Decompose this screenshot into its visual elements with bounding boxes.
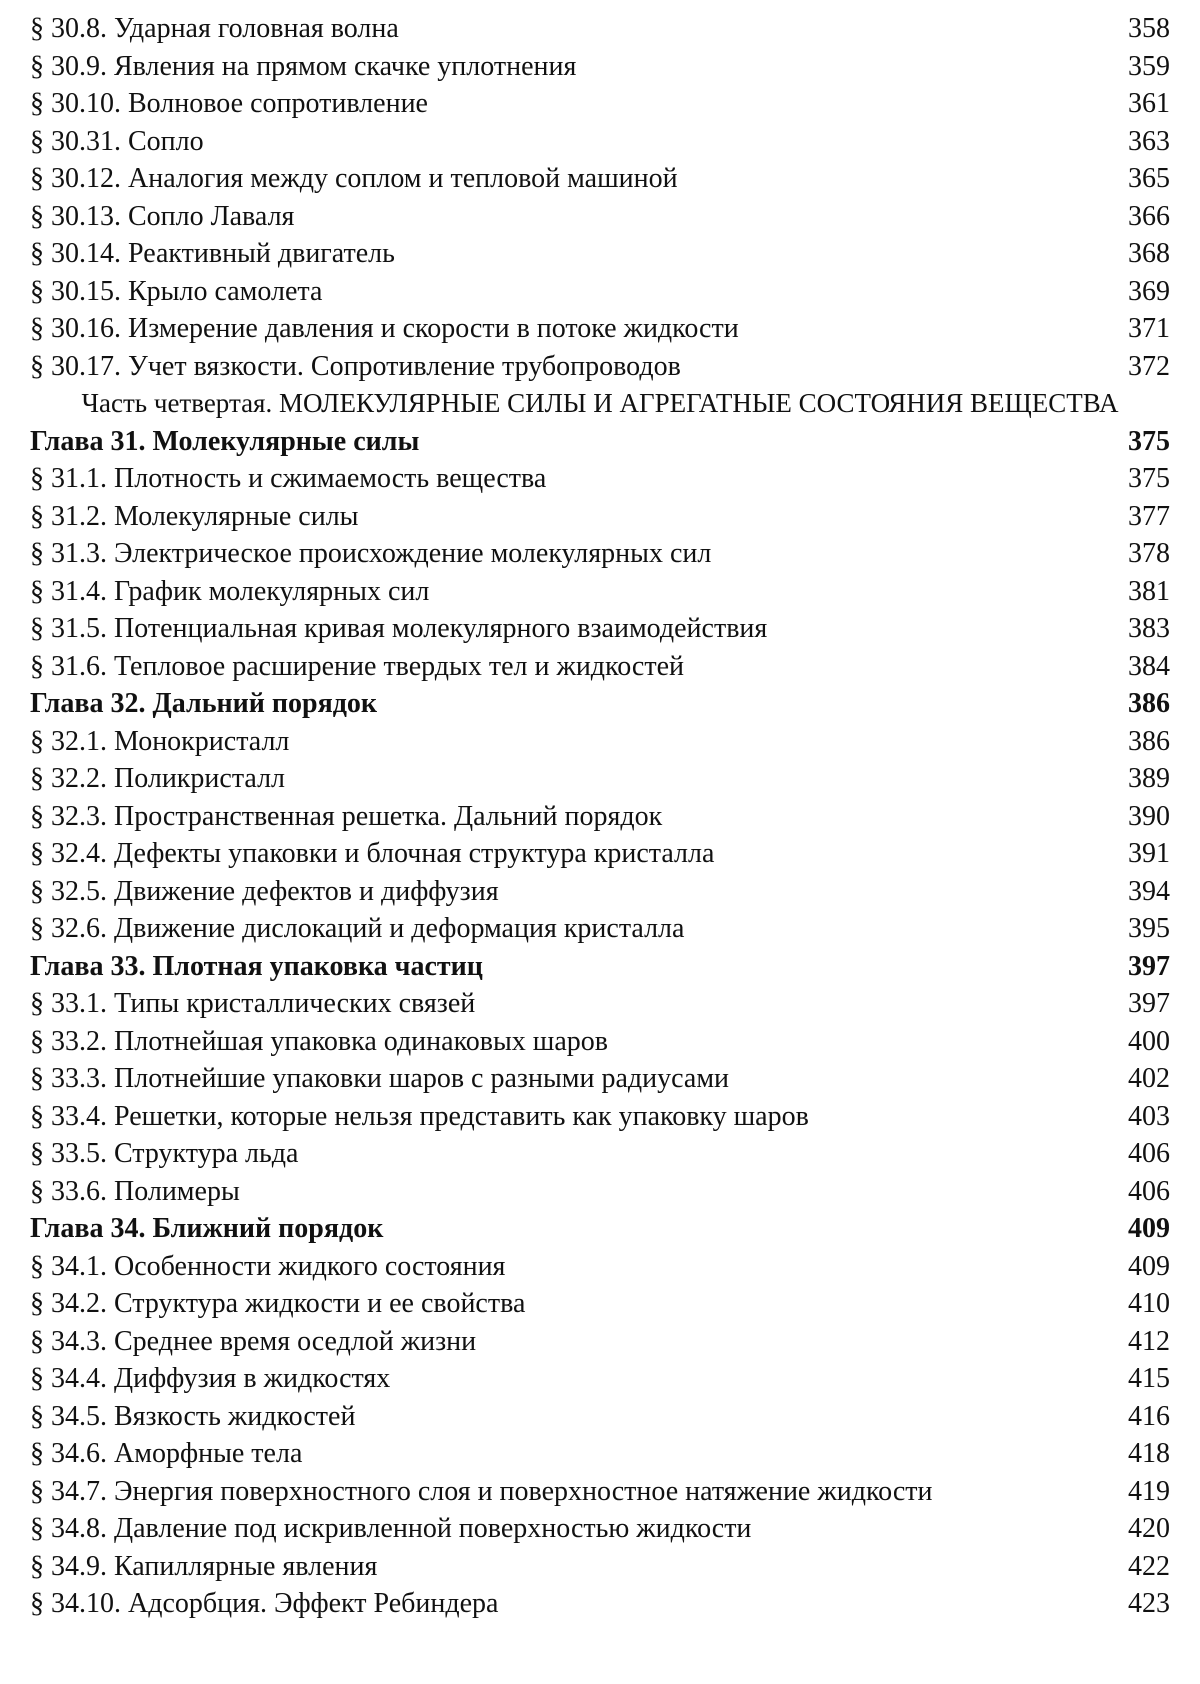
section-title: § 31.4. График молекулярных сил bbox=[30, 575, 430, 607]
page-number: 418 bbox=[1128, 1438, 1170, 1469]
page-number: 384 bbox=[1128, 650, 1170, 682]
toc-section-row bbox=[30, 1510, 1170, 1548]
page-number: 386 bbox=[1128, 725, 1170, 757]
section-title: § 32.5. Движение дефектов и диффузия bbox=[30, 875, 499, 907]
section-title: § 30.16. Измерение давления и скорости в потоке жидкости bbox=[30, 313, 739, 344]
section-title: § 34.9. Капиллярные явления bbox=[30, 1550, 378, 1582]
section-title: § 32.3. Пространственная решетка. Дальний порядок bbox=[30, 800, 663, 832]
page-number: 420 bbox=[1128, 1513, 1170, 1544]
page-number: 416 bbox=[1128, 1400, 1170, 1432]
section-title: § 31.5. Потенциальная кривая молекулярного взаимодействия bbox=[30, 613, 768, 644]
toc-chapter-row bbox=[30, 423, 1170, 461]
page-number: 390 bbox=[1128, 800, 1170, 832]
section-title: § 32.4. Дефекты упаковки и блочная структура кристалла bbox=[30, 838, 715, 869]
toc-section-row bbox=[30, 835, 1170, 873]
section-title: § 30.14. Реактивный двигатель bbox=[30, 238, 395, 269]
toc-section-row bbox=[30, 160, 1170, 198]
page-number: 386 bbox=[1128, 688, 1170, 719]
page-number: 366 bbox=[1128, 200, 1170, 232]
section-title: § 30.10. Волновое сопротивление bbox=[30, 88, 428, 119]
toc-section-row bbox=[30, 1398, 1170, 1436]
section-title: § 30.12. Аналогия между соплом и тепловой машиной bbox=[30, 163, 678, 194]
toc-section-row bbox=[30, 1135, 1170, 1173]
section-title: § 34.5. Вязкость жидкостей bbox=[30, 1400, 356, 1432]
section-title: § 30.17. Учет вязкости. Сопротивление трубопроводов bbox=[30, 350, 681, 382]
section-title: § 34.2. Структура жидкости и ее свойства bbox=[30, 1288, 526, 1319]
section-title: § 34.3. Среднее время оседлой жизни bbox=[30, 1325, 477, 1357]
chapter-title: Глава 34. Ближний порядок bbox=[30, 1213, 384, 1244]
section-title: § 34.4. Диффузия в жидкостях bbox=[30, 1363, 391, 1394]
toc-section-row bbox=[30, 648, 1170, 686]
page-number: 406 bbox=[1128, 1175, 1170, 1207]
section-title: § 34.10. Адсорбция. Эффект Ребиндера bbox=[30, 1588, 499, 1619]
toc-section-row bbox=[30, 310, 1170, 348]
page-number: 406 bbox=[1128, 1138, 1170, 1169]
section-title: § 34.7. Энергия поверхностного слоя и поверхностное натяжение жидкости bbox=[30, 1475, 933, 1507]
page-number: 423 bbox=[1128, 1588, 1170, 1619]
toc-section-row bbox=[30, 610, 1170, 648]
page-number: 371 bbox=[1128, 313, 1170, 344]
section-title: § 30.15. Крыло самолета bbox=[30, 275, 323, 307]
page-number: 372 bbox=[1128, 350, 1170, 382]
toc-section-row bbox=[30, 235, 1170, 273]
toc-section-row bbox=[30, 573, 1170, 611]
page-number: 361 bbox=[1128, 88, 1170, 119]
section-title: § 30.13. Сопло Лаваля bbox=[30, 200, 295, 232]
section-title: § 34.1. Особенности жидкого состояния bbox=[30, 1250, 506, 1282]
toc-section-row bbox=[30, 535, 1170, 573]
page-number: 403 bbox=[1128, 1100, 1170, 1132]
toc-section-row bbox=[30, 798, 1170, 836]
section-title: § 33.3. Плотнейшие упаковки шаров с разными радиусами bbox=[30, 1063, 730, 1094]
page-number: 415 bbox=[1128, 1363, 1170, 1394]
section-title: § 33.6. Полимеры bbox=[30, 1175, 240, 1207]
toc-section-row bbox=[30, 760, 1170, 798]
toc-section-row bbox=[30, 1435, 1170, 1473]
page-number: 395 bbox=[1128, 913, 1170, 944]
chapter-title: Глава 32. Дальний порядок bbox=[30, 688, 378, 719]
page-number: 363 bbox=[1128, 125, 1170, 157]
toc-section-row bbox=[30, 198, 1170, 236]
table-of-contents bbox=[30, 10, 1170, 1623]
page-number: 378 bbox=[1128, 538, 1170, 569]
toc-section-row bbox=[30, 10, 1170, 48]
section-title: § 34.6. Аморфные тела bbox=[30, 1438, 303, 1469]
section-title: § 33.4. Решетки, которые нельзя представить как упаковку шаров bbox=[30, 1100, 809, 1132]
toc-section-row bbox=[30, 460, 1170, 498]
page-number: 397 bbox=[1128, 950, 1170, 982]
page-number: 375 bbox=[1128, 425, 1170, 457]
section-title: § 30.9. Явления на прямом скачке уплотнения bbox=[30, 50, 577, 82]
section-title: § 31.1. Плотность и сжимаемость вещества bbox=[30, 463, 547, 494]
toc-section-row bbox=[30, 1285, 1170, 1323]
chapter-title: Глава 33. Плотная упаковка частиц bbox=[30, 950, 483, 982]
section-title: § 33.2. Плотнейшая упаковка одинаковых шаров bbox=[30, 1025, 609, 1057]
toc-section-row bbox=[30, 723, 1170, 761]
page-number: 358 bbox=[1128, 13, 1170, 44]
page-number: 368 bbox=[1128, 238, 1170, 269]
page-number: 419 bbox=[1128, 1475, 1170, 1507]
page-number: 422 bbox=[1128, 1550, 1170, 1582]
page-number: 400 bbox=[1128, 1025, 1170, 1057]
toc-section-row bbox=[30, 48, 1170, 86]
page-number: 391 bbox=[1128, 838, 1170, 869]
toc-chapter-row bbox=[30, 948, 1170, 986]
toc-section-row bbox=[30, 1023, 1170, 1061]
page-number: 381 bbox=[1128, 575, 1170, 607]
toc-section-row bbox=[30, 1548, 1170, 1586]
section-title: § 31.6. Тепловое расширение твердых тел и жидкостей bbox=[30, 650, 685, 682]
page-number: 409 bbox=[1128, 1213, 1170, 1244]
section-title: § 33.5. Структура льда bbox=[30, 1138, 299, 1169]
page-number: 375 bbox=[1128, 463, 1170, 494]
toc-section-row bbox=[30, 498, 1170, 536]
page-number: 383 bbox=[1128, 613, 1170, 644]
section-title: § 30.8. Ударная головная волна bbox=[30, 13, 399, 44]
toc-section-row bbox=[30, 1248, 1170, 1286]
toc-section-row bbox=[30, 273, 1170, 311]
toc-section-row bbox=[30, 85, 1170, 123]
toc-chapter-row bbox=[30, 1210, 1170, 1248]
toc-section-row bbox=[30, 910, 1170, 948]
page-number: 410 bbox=[1128, 1288, 1170, 1319]
page-number: 409 bbox=[1128, 1250, 1170, 1282]
chapter-title: Глава 31. Молекулярные силы bbox=[30, 425, 420, 457]
page-number: 365 bbox=[1128, 163, 1170, 194]
page-number: 412 bbox=[1128, 1325, 1170, 1357]
toc-section-row bbox=[30, 985, 1170, 1023]
toc-section-row bbox=[30, 1323, 1170, 1361]
section-title: § 32.1. Монокристалл bbox=[30, 725, 290, 757]
section-title: § 33.1. Типы кристаллических связей bbox=[30, 988, 476, 1019]
toc-section-row bbox=[30, 1585, 1170, 1623]
toc-section-row bbox=[30, 1173, 1170, 1211]
page-number: 389 bbox=[1128, 763, 1170, 794]
part-heading: Часть четвертая. МОЛЕКУЛЯРНЫЕ СИЛЫ И АГРЕГАТНЫЕ СОСТОЯНИЯ ВЕЩЕСТВА bbox=[81, 388, 1119, 418]
section-title: § 34.8. Давление под искривленной поверхностью жидкости bbox=[30, 1513, 752, 1544]
page-number: 394 bbox=[1128, 875, 1170, 907]
section-title: § 32.6. Движение дислокаций и деформация кристалла bbox=[30, 913, 685, 944]
page-number: 397 bbox=[1128, 988, 1170, 1019]
toc-section-row bbox=[30, 1360, 1170, 1398]
toc-section-row bbox=[30, 123, 1170, 161]
toc-section-row bbox=[30, 1098, 1170, 1136]
toc-section-row bbox=[30, 1473, 1170, 1511]
page-number: 359 bbox=[1128, 50, 1170, 82]
section-title: § 31.2. Молекулярные силы bbox=[30, 500, 359, 532]
section-title: § 31.3. Электрическое происхождение молекулярных сил bbox=[30, 538, 712, 569]
page-number: 377 bbox=[1128, 500, 1170, 532]
toc-chapter-row bbox=[30, 685, 1170, 723]
toc-section-row bbox=[30, 348, 1170, 386]
section-title: § 32.2. Поликристалл bbox=[30, 763, 286, 794]
section-title: § 30.31. Сопло bbox=[30, 125, 204, 157]
page-number: 402 bbox=[1128, 1063, 1170, 1094]
page-number: 369 bbox=[1128, 275, 1170, 307]
toc-section-row bbox=[30, 1060, 1170, 1098]
toc-section-row bbox=[30, 873, 1170, 911]
